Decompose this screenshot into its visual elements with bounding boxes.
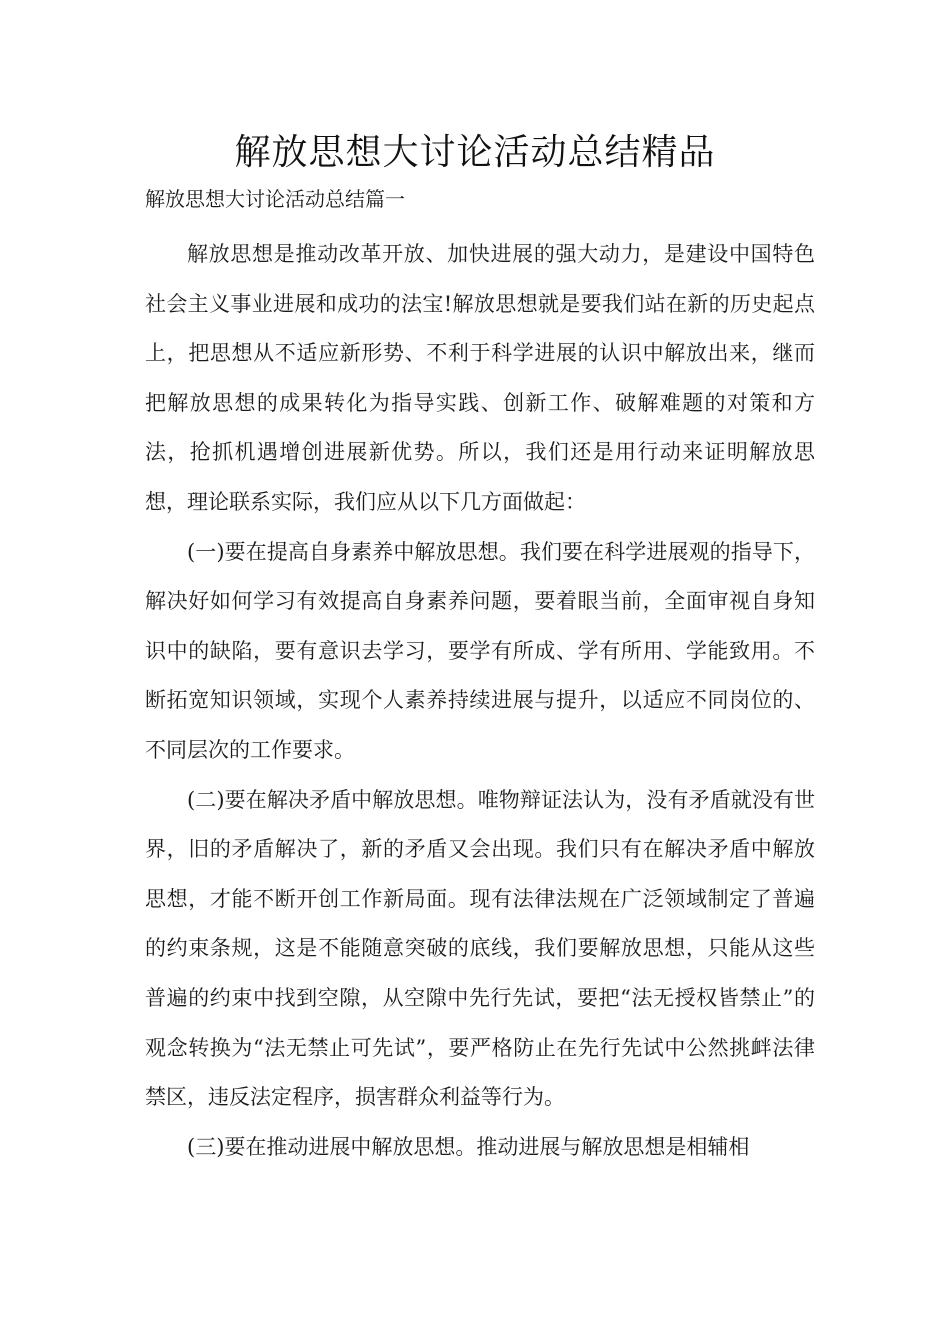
paragraph: (三)要在推动进展中解放思想。推动进展与解放思想是相辅相 bbox=[187, 1134, 750, 1159]
document-title: 解放思想大讨论活动总结精品 bbox=[234, 132, 716, 173]
document-subtitle: 解放思想大讨论活动总结篇一 bbox=[145, 187, 405, 211]
paragraph: (二)要在解决矛盾中解放思想。唯物辩证法认为，没有矛盾就没有世界，旧的矛盾解决了，新的矛盾又会出现。我们只有在解决矛盾中解放思想，才能不断开创工作新局面。现有法律法规在广泛领域制定了普遍的约束条规，这是不能随意突破的底线，我们要解放思想，只能从这些普遍的约束中找到空隙，从空隙中先行先试，要把“法无授权皆禁止”的观念转换为“法无禁止可先试”，要严格防止在先行先试中公然挑衅法律禁区，违反法定程序，损害群众利益等行为。 bbox=[145, 787, 815, 1110]
paragraph: (一)要在提高自身素养中解放思想。我们要在科学进展观的指导下，解决好如何学习有效提高自身素养问题，要着眼当前，全面审视自身知识中的缺陷，要有意识去学习，要学有所成、学有所用、学能致用。不断拓宽知识领域，实现个人素养持续进展与提升，以适应不同岗位的、不同层次的工作要求。 bbox=[145, 539, 815, 762]
paragraph: 解放思想是推动改革开放、加快进展的强大动力，是建设中国特色社会主义事业进展和成功的法宝!解放思想就是要我们站在新的历史起点上，把思想从不适应新形势、不利于科学进展的认识中解放出来，继而把解放思想的成果转化为指导实践、创新工作、破解难题的对策和方法，抢抓机遇增创进展新优势。所以，我们还是用行动来证明解放思想，理论联系实际，我们应从以下几方面做起： bbox=[145, 242, 815, 514]
document-body bbox=[145, 230, 815, 1172]
